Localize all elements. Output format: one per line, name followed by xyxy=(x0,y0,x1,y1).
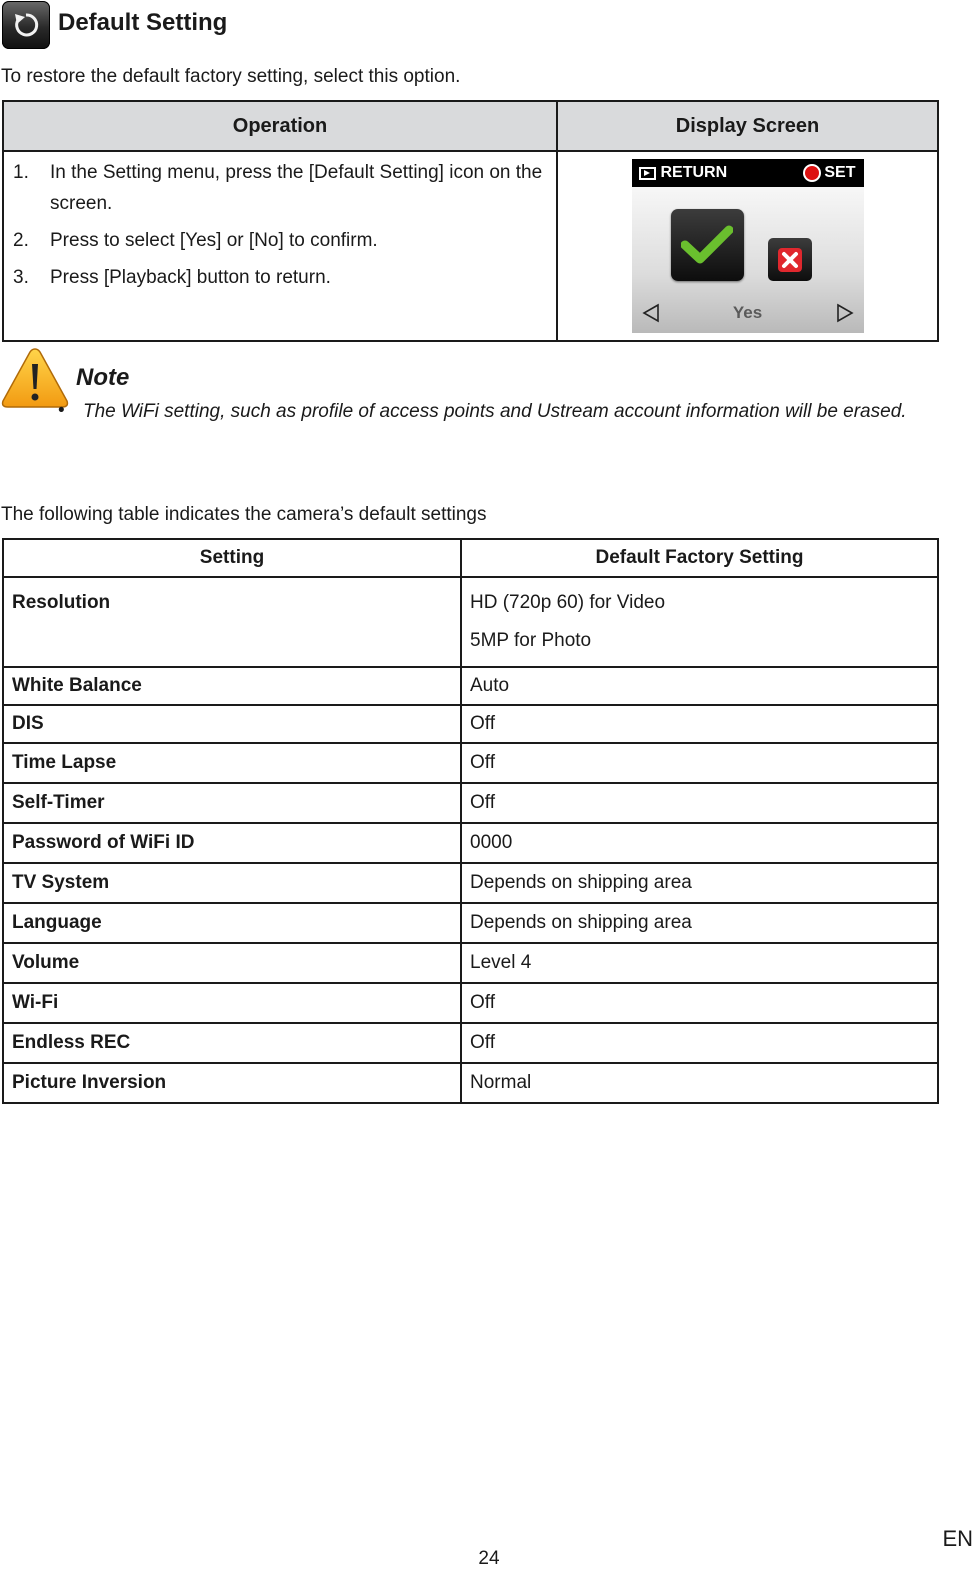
setting-value: Off xyxy=(461,783,938,823)
note-text: The WiFi setting, such as profile of access points and Ustream account information will be erased. xyxy=(83,401,907,422)
setting-name: TV System xyxy=(3,863,461,903)
step-number: 2. xyxy=(13,230,29,251)
step-number: 1. xyxy=(13,162,29,183)
setting-value: Depends on shipping area xyxy=(461,863,938,903)
page-title: Default Setting xyxy=(58,9,228,36)
screen-top-bar xyxy=(632,159,864,187)
set-button xyxy=(805,164,855,182)
table-row xyxy=(3,903,938,943)
table-row xyxy=(3,743,938,783)
no-option xyxy=(768,238,812,281)
table-row xyxy=(3,577,938,667)
setting-header: Setting xyxy=(3,539,461,577)
step-text: Press [Playback] button to return. xyxy=(50,267,331,288)
table-row xyxy=(3,983,938,1023)
setting-name: Resolution xyxy=(3,577,461,667)
playback-icon xyxy=(639,167,656,180)
return-label: RETURN xyxy=(660,164,728,181)
setting-value: Off xyxy=(461,1023,938,1063)
setting-value: Auto xyxy=(461,667,938,705)
setting-value: Off xyxy=(461,743,938,783)
setting-value-line: 5MP for Photo xyxy=(470,630,592,651)
operation-steps-cell xyxy=(3,151,557,341)
setting-name: Time Lapse xyxy=(3,743,461,783)
step-item xyxy=(13,225,549,256)
restore-icon xyxy=(2,1,50,49)
table-row xyxy=(3,863,938,903)
note-bullet: • xyxy=(58,400,65,421)
setting-name: White Balance xyxy=(3,667,461,705)
arrow-right-icon xyxy=(836,303,854,323)
table-row xyxy=(3,783,938,823)
cross-icon xyxy=(776,246,804,274)
setting-name: Wi-Fi xyxy=(3,983,461,1023)
operation-steps xyxy=(5,153,555,293)
operation-header: Operation xyxy=(3,101,557,151)
record-icon xyxy=(805,166,819,180)
step-text: Press to select [Yes] or [No] to confirm. xyxy=(50,230,378,251)
checkmark-icon xyxy=(681,223,733,267)
step-item xyxy=(13,262,549,293)
language-marker: EN xyxy=(942,1526,973,1551)
section-header xyxy=(2,0,227,50)
screen-caption: Yes xyxy=(732,303,763,322)
table-row xyxy=(3,705,938,743)
camera-screen-preview xyxy=(632,159,864,333)
table-row xyxy=(3,1063,938,1103)
table-row xyxy=(3,1023,938,1063)
setting-name: DIS xyxy=(3,705,461,743)
display-screen-cell xyxy=(557,151,938,341)
setting-name: Volume xyxy=(3,943,461,983)
yes-option xyxy=(671,209,744,281)
note-title: Note xyxy=(76,364,130,391)
default-value-header: Default Factory Setting xyxy=(461,539,938,577)
setting-value-line: HD (720p 60) for Video xyxy=(470,592,666,613)
table-row xyxy=(3,667,938,705)
setting-value: Normal xyxy=(461,1063,938,1103)
intro-text: To restore the default factory setting, select this option. xyxy=(1,66,461,87)
setting-value: Depends on shipping area xyxy=(461,903,938,943)
step-number: 3. xyxy=(13,267,29,288)
step-text: In the Setting menu, press the [Default Setting] icon on the screen. xyxy=(50,162,543,214)
setting-name: Password of WiFi ID xyxy=(3,823,461,863)
setting-name: Endless REC xyxy=(3,1023,461,1063)
setting-value: 0000 xyxy=(461,823,938,863)
setting-value: Off xyxy=(461,983,938,1023)
setting-name: Self-Timer xyxy=(3,783,461,823)
operation-table xyxy=(2,100,939,342)
page-number: 24 xyxy=(478,1548,500,1569)
setting-value: Level 4 xyxy=(461,943,938,983)
setting-value xyxy=(461,577,938,667)
setting-name: Language xyxy=(3,903,461,943)
display-screen-header: Display Screen xyxy=(557,101,938,151)
setting-name: Picture Inversion xyxy=(3,1063,461,1103)
setting-value: Off xyxy=(461,705,938,743)
defaults-intro: The following table indicates the camera’s default settings xyxy=(1,504,487,525)
screen-body xyxy=(632,187,864,333)
default-settings-table xyxy=(2,538,939,1104)
table-row xyxy=(3,823,938,863)
step-item xyxy=(13,157,549,219)
table-row xyxy=(3,943,938,983)
return-button xyxy=(639,164,728,182)
set-label: SET xyxy=(824,164,856,181)
